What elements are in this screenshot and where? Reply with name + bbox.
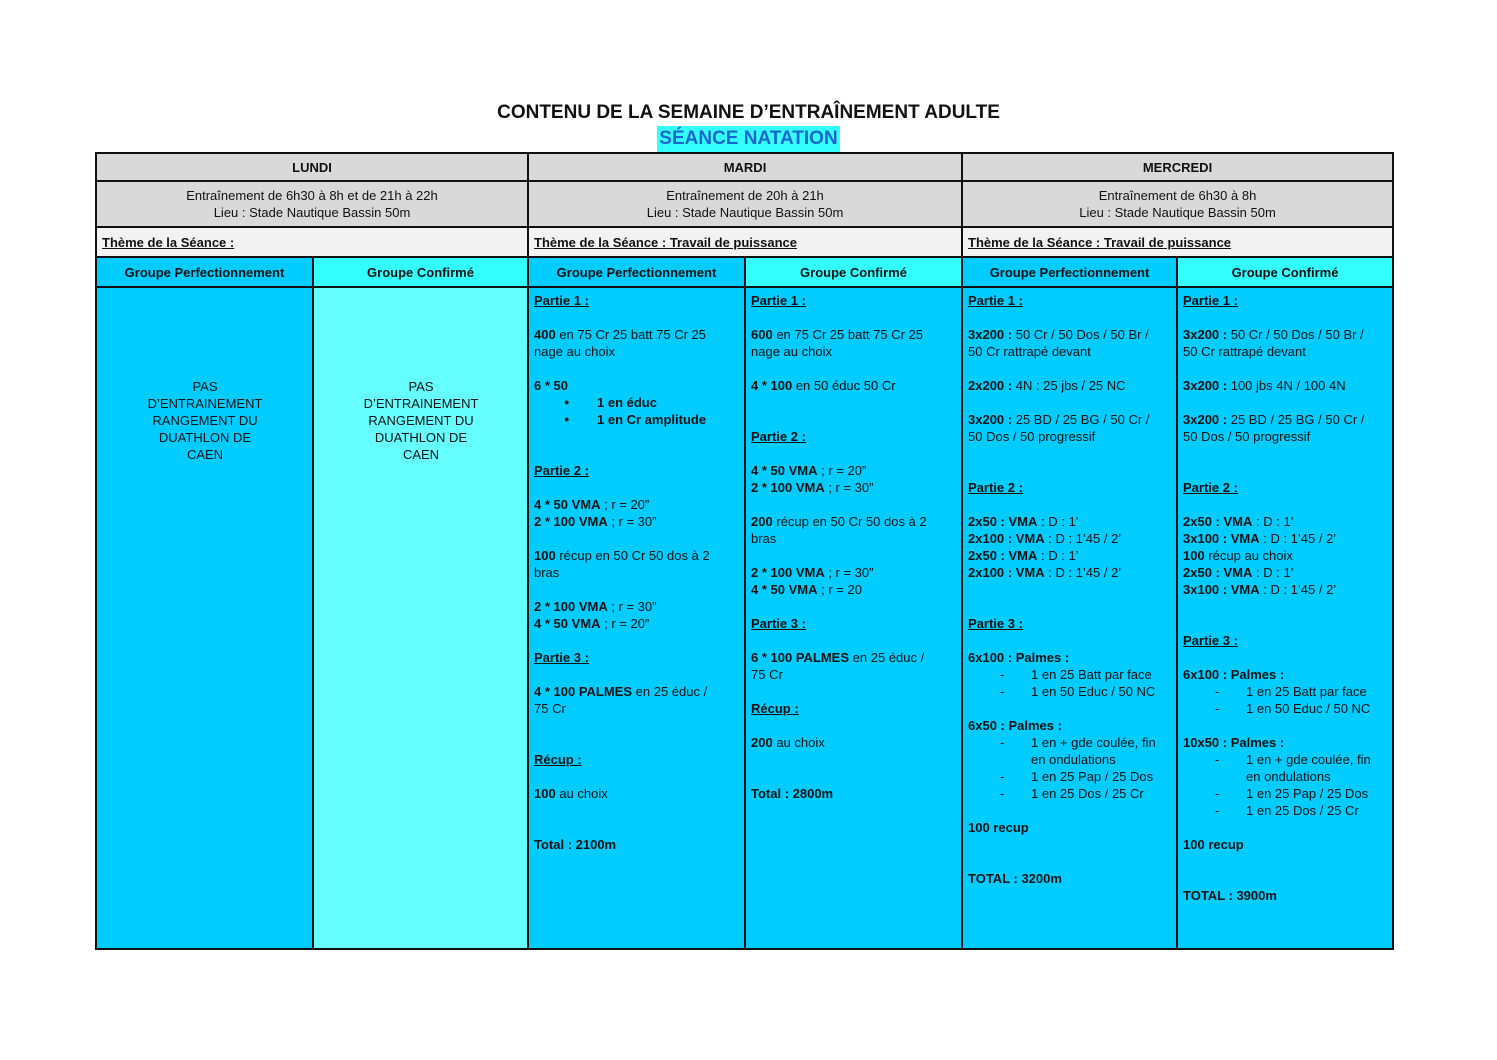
mardi-perf-cell: Partie 1 : 400 en 75 Cr 25 batt 75 Cr 25 nage au choix 6 * 50 ● 1 en éduc ● 1 en Cr amplitude Partie 2 : 4 * 50 VMA ; r = 20” 2 * 100 VMA ; r = 30” 100 récup en 50 Cr 50 dos à 2 bras 2 * 100 VMA ; r = 30” 4 * 50 VMA ; r = 20” Partie 3 : 4 * 100 PALMES en 25 éduc / 75 Cr Récup : 100 au choix Total : 2100m: [528, 287, 745, 949]
schedule-table: [95, 152, 1394, 950]
lundi-perf-cell: PAS D’ENTRAINEMENT RANGEMENT DU DUATHLON DE CAEN: [96, 287, 313, 949]
day-header-mardi: MARDI: [528, 153, 962, 181]
group-header-conf: Groupe Confirmé: [313, 257, 528, 287]
day-info-mardi: Entraînement de 20h à 21h Lieu : Stade Nautique Bassin 50m: [528, 181, 962, 227]
day-info-mercredi: Entraînement de 6h30 à 8h Lieu : Stade Nautique Bassin 50m: [962, 181, 1393, 227]
lundi-conf-cell: PAS D’ENTRAINEMENT RANGEMENT DU DUATHLON DE CAEN: [313, 287, 528, 949]
group-header-conf: Groupe Confirmé: [745, 257, 962, 287]
group-header-perf: Groupe Perfectionnement: [962, 257, 1177, 287]
theme-lundi: Thème de la Séance :: [96, 227, 528, 257]
day-header-mercredi: MERCREDI: [962, 153, 1393, 181]
theme-mardi: Thème de la Séance : Travail de puissance: [528, 227, 962, 257]
group-header-perf: Groupe Perfectionnement: [528, 257, 745, 287]
group-header-conf: Groupe Confirmé: [1177, 257, 1393, 287]
day-info-lundi: Entraînement de 6h30 à 8h et de 21h à 22h Lieu : Stade Nautique Bassin 50m: [96, 181, 528, 227]
mercredi-perf-cell: Partie 1 : 3x200 : 50 Cr / 50 Dos / 50 Br / 50 Cr rattrapé devant 2x200 : 4N : 25 jbs / 25 NC 3x200 : 25 BD / 25 BG / 50 Cr / 50 Dos / 50 progressif Partie 2 : 2x50 : VMA : D : 1’ 2x100 : VMA : D : 1’45 / 2’ 2x50 : VMA : D : 1’ 2x100 : VMA : D : 1’45 / 2’ Partie 3 : 6x100 : Palmes : - 1 en 25 Batt par face - 1 en 50 Educ / 50 NC 6x50 : Palmes : - 1 en + gde coulée, fin en ondulations - 1 en 25 Pap / 25 Dos - 1 en 25 Dos / 25 Cr 100 recup TOTAL : 3200m: [962, 287, 1177, 949]
page-title: CONTENU DE LA SEMAINE D’ENTRAÎNEMENT ADULTE: [497, 102, 1000, 123]
mercredi-conf-cell: Partie 1 : 3x200 : 50 Cr / 50 Dos / 50 Br / 50 Cr rattrapé devant 3x200 : 100 jbs 4N / 100 4N 3x200 : 25 BD / 25 BG / 50 Cr / 50 Dos / 50 progressif Partie 2 : 2x50 : VMA : D : 1’ 3x100 : VMA : D : 1’45 / 2’ 100 récup au choix 2x50 : VMA : D : 1’ 3x100 : VMA : D : 1’45 / 2’ Partie 3 : 6x100 : Palmes : - 1 en 25 Batt par face - 1 en 50 Educ / 50 NC 10x50 : Palmes : - 1 en + gde coulée, fin en ondulations - 1 en 25 Pap / 25 Dos - 1 en 25 Dos / 25 Cr 100 recup TOTAL : 3900m: [1177, 287, 1393, 949]
group-header-perf: Groupe Perfectionnement: [96, 257, 313, 287]
day-header-lundi: LUNDI: [96, 153, 528, 181]
theme-mercredi: Thème de la Séance : Travail de puissance: [962, 227, 1393, 257]
page-subtitle: SÉANCE NATATION: [657, 126, 839, 152]
mardi-conf-cell: Partie 1 : 600 en 75 Cr 25 batt 75 Cr 25 nage au choix 4 * 100 en 50 éduc 50 Cr Partie 2 : 4 * 50 VMA ; r = 20” 2 * 100 VMA ; r = 30” 200 récup en 50 Cr 50 dos à 2 bras 2 * 100 VMA ; r = 30” 4 * 50 VMA ; r = 20 Partie 3 : 6 * 100 PALMES en 25 éduc / 75 Cr Récup : 200 au choix Total : 2800m: [745, 287, 962, 949]
